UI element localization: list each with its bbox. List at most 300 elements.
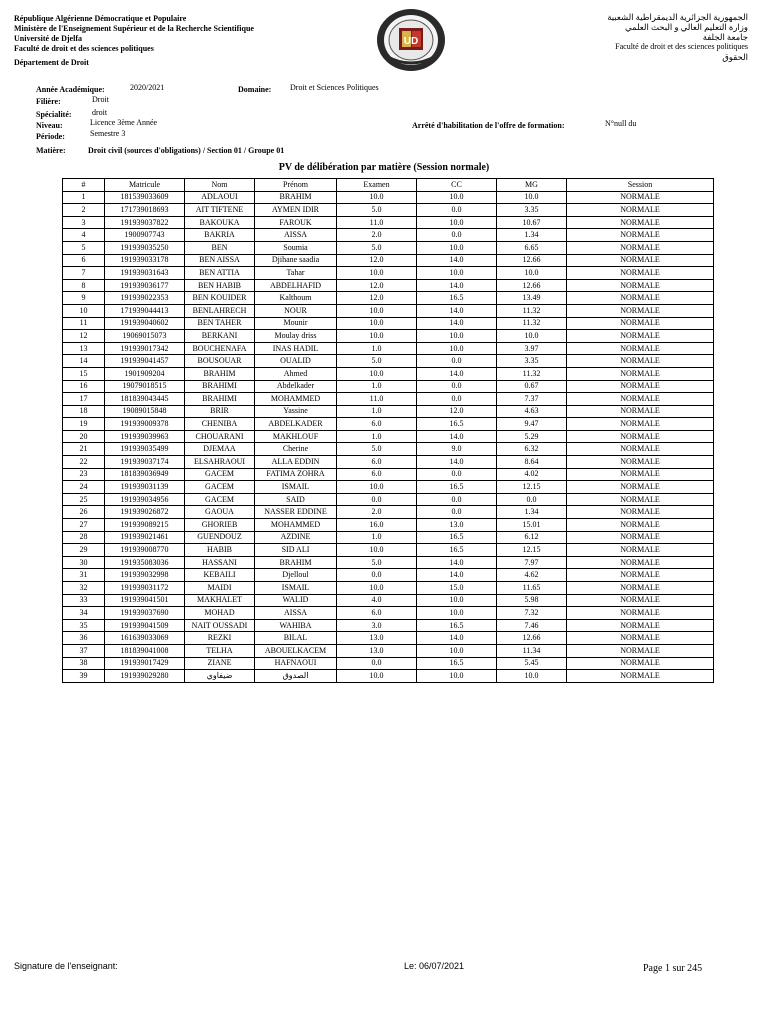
table-cell: 10.0 — [337, 330, 417, 343]
table-cell: SID ALI — [255, 544, 337, 557]
column-header: Matricule — [105, 179, 185, 192]
table-cell: BEN KOUIDER — [185, 292, 255, 305]
table-cell: 191939022353 — [105, 292, 185, 305]
table-cell: BRAHIM — [255, 191, 337, 204]
table-cell: NORMALE — [567, 393, 714, 406]
table-cell: 1901909204 — [105, 367, 185, 380]
table-cell: 16.5 — [417, 418, 497, 431]
table-row — [63, 456, 714, 469]
table-cell: 22 — [63, 456, 105, 469]
deliberation-table — [62, 178, 714, 683]
table-cell: 0.0 — [337, 493, 417, 506]
niveau-value: Licence 3ème Année — [90, 118, 158, 127]
table-cell: 16.5 — [417, 292, 497, 305]
table-cell: 6.0 — [337, 418, 417, 431]
header-left-block — [14, 14, 254, 68]
table-cell: 4.63 — [497, 405, 567, 418]
table-cell: NORMALE — [567, 330, 714, 343]
table-cell: 28 — [63, 531, 105, 544]
table-cell: 10.0 — [417, 241, 497, 254]
table-cell: 13.0 — [417, 519, 497, 532]
table-cell: AISSA — [255, 229, 337, 242]
table-cell: 0.0 — [337, 657, 417, 670]
table-cell: ABOUELKACEM — [255, 644, 337, 657]
table-cell: 14.0 — [417, 367, 497, 380]
table-cell: 191939021461 — [105, 531, 185, 544]
table-row — [63, 670, 714, 683]
table-cell: NORMALE — [567, 292, 714, 305]
table-cell: 11.34 — [497, 644, 567, 657]
table-cell: الصدوق — [255, 670, 337, 683]
table-cell: REZKI — [185, 632, 255, 645]
table-row — [63, 657, 714, 670]
table-row — [63, 216, 714, 229]
table-cell: 191939036177 — [105, 279, 185, 292]
table-cell: 12.0 — [337, 254, 417, 267]
table-row — [63, 632, 714, 645]
table-cell: 19089015848 — [105, 405, 185, 418]
table-cell: 6.0 — [337, 607, 417, 620]
table-cell: 10.0 — [417, 644, 497, 657]
periode-value: Semestre 3 — [90, 129, 126, 138]
table-cell: 17 — [63, 393, 105, 406]
table-row — [63, 191, 714, 204]
table-cell: 10.0 — [417, 330, 497, 343]
table-cell: GHORIEB — [185, 519, 255, 532]
table-cell: 191939041501 — [105, 594, 185, 607]
table-cell: ELSAHRAOUI — [185, 456, 255, 469]
table-cell: 19 — [63, 418, 105, 431]
table-cell: ADLAOUI — [185, 191, 255, 204]
table-cell: 181839041008 — [105, 644, 185, 657]
table-cell: AISSA — [255, 607, 337, 620]
column-header: # — [63, 179, 105, 192]
table-cell: Soumia — [255, 241, 337, 254]
table-cell: 10.0 — [337, 670, 417, 683]
table-cell: 10.0 — [497, 267, 567, 280]
table-cell: BOUSOUAR — [185, 355, 255, 368]
table-cell: WAHIBA — [255, 619, 337, 632]
table-cell: BOUCHENAFA — [185, 342, 255, 355]
table-cell: HAFNAOUI — [255, 657, 337, 670]
table-row — [63, 304, 714, 317]
table-cell: 5.0 — [337, 204, 417, 217]
table-row — [63, 443, 714, 456]
table-cell: 191939037822 — [105, 216, 185, 229]
table-cell: NORMALE — [567, 594, 714, 607]
table-cell: MAKHALET — [185, 594, 255, 607]
niveau-label: Niveau: — [36, 121, 63, 130]
table-row — [63, 254, 714, 267]
table-cell: 1.0 — [337, 531, 417, 544]
table-cell: 16.5 — [417, 657, 497, 670]
table-cell: Yassine — [255, 405, 337, 418]
table-row — [63, 279, 714, 292]
table-cell: 191939089215 — [105, 519, 185, 532]
table-cell: ضيفاوي — [185, 670, 255, 683]
table-row — [63, 594, 714, 607]
table-row — [63, 355, 714, 368]
table-cell: 16.5 — [417, 481, 497, 494]
table-cell: NORMALE — [567, 279, 714, 292]
table-cell: NORMALE — [567, 216, 714, 229]
table-cell: 1 — [63, 191, 105, 204]
table-cell: 191935083036 — [105, 556, 185, 569]
table-cell: KEBAILI — [185, 569, 255, 582]
table-cell: 12.66 — [497, 279, 567, 292]
table-cell: 4.62 — [497, 569, 567, 582]
column-header: Session — [567, 179, 714, 192]
table-cell: 4.0 — [337, 594, 417, 607]
table-cell: WALID — [255, 594, 337, 607]
table-cell: NORMALE — [567, 468, 714, 481]
table-cell: NORMALE — [567, 670, 714, 683]
table-cell: BEN — [185, 241, 255, 254]
table-cell: 31 — [63, 569, 105, 582]
table-row — [63, 405, 714, 418]
table-cell: BRAHIM — [255, 556, 337, 569]
table-cell: NORMALE — [567, 229, 714, 242]
annee-label: Année Académique: — [36, 85, 105, 94]
table-cell: Mounir — [255, 317, 337, 330]
table-cell: 191939041457 — [105, 355, 185, 368]
table-cell: 191939035250 — [105, 241, 185, 254]
table-cell: 11.32 — [497, 367, 567, 380]
table-cell: 13.0 — [337, 644, 417, 657]
table-cell: MOHAMMED — [255, 393, 337, 406]
table-cell: NAIT OUSSADI — [185, 619, 255, 632]
table-cell: 0.0 — [417, 506, 497, 519]
table-cell: NORMALE — [567, 191, 714, 204]
table-cell: 25 — [63, 493, 105, 506]
table-cell: 191939031139 — [105, 481, 185, 494]
table-cell: MAIDI — [185, 582, 255, 595]
table-cell: NORMALE — [567, 456, 714, 469]
table-cell: NASSER EDDINE — [255, 506, 337, 519]
table-cell: BENLAHRECH — [185, 304, 255, 317]
department-line: Département de Droit — [14, 58, 89, 67]
table-cell: 36 — [63, 632, 105, 645]
date-label: Le: 06/07/2021 — [404, 961, 465, 971]
table-cell: 24 — [63, 481, 105, 494]
table-cell: Moulay driss — [255, 330, 337, 343]
table-cell: 10.67 — [497, 216, 567, 229]
table-cell: 13 — [63, 342, 105, 355]
matiere-value: Droit civil (sources d'obligations) / Section 01 / Groupe 01 — [88, 146, 285, 155]
table-cell: 10.0 — [337, 191, 417, 204]
table-cell: BRIR — [185, 405, 255, 418]
table-cell: 6.65 — [497, 241, 567, 254]
table-cell: 37 — [63, 644, 105, 657]
republic-line: République Algérienne Démocratique et Populaire — [14, 14, 187, 23]
table-cell: NORMALE — [567, 418, 714, 431]
table-cell: 1.34 — [497, 506, 567, 519]
table-cell: BEN TAHER — [185, 317, 255, 330]
faculty-line: Faculté de droit et des sciences politiques — [14, 44, 154, 53]
table-cell: BAKRIA — [185, 229, 255, 242]
table-cell: 14.0 — [417, 279, 497, 292]
matiere-label: Matière: — [36, 146, 66, 155]
table-cell: 35 — [63, 619, 105, 632]
table-cell: 18 — [63, 405, 105, 418]
table-cell: MOHAMMED — [255, 519, 337, 532]
table-cell: ALLA EDDIN — [255, 456, 337, 469]
table-cell: 7.46 — [497, 619, 567, 632]
column-header: Prénom — [255, 179, 337, 192]
table-cell: 3 — [63, 216, 105, 229]
table-cell: Djihane saadia — [255, 254, 337, 267]
table-cell: 14.0 — [417, 556, 497, 569]
table-cell: 23 — [63, 468, 105, 481]
table-cell: 19079018515 — [105, 380, 185, 393]
periode-label: Période: — [36, 132, 65, 141]
table-row — [63, 556, 714, 569]
table-cell: 10.0 — [337, 304, 417, 317]
table-cell: 11.32 — [497, 304, 567, 317]
filiere-label: Filière: — [36, 97, 61, 106]
table-cell: NORMALE — [567, 582, 714, 595]
table-cell: 15.0 — [417, 582, 497, 595]
table-cell: 181839043445 — [105, 393, 185, 406]
table-cell: 10.0 — [337, 582, 417, 595]
table-cell: BEN HABIB — [185, 279, 255, 292]
table-cell: 15.01 — [497, 519, 567, 532]
table-row — [63, 393, 714, 406]
table-cell: 13.49 — [497, 292, 567, 305]
table-cell: 1.0 — [337, 405, 417, 418]
table-cell: 10.0 — [337, 367, 417, 380]
table-cell: 1.0 — [337, 430, 417, 443]
table-cell: 5.45 — [497, 657, 567, 670]
table-cell: 16.5 — [417, 531, 497, 544]
table-body — [63, 191, 714, 682]
table-cell: NORMALE — [567, 342, 714, 355]
table-cell: ISMAIL — [255, 582, 337, 595]
specialite-label: Spécialité: — [36, 110, 72, 119]
table-cell: NORMALE — [567, 443, 714, 456]
table-cell: NORMALE — [567, 493, 714, 506]
table-cell: GACEM — [185, 481, 255, 494]
table-cell: 191939029280 — [105, 670, 185, 683]
table-cell: AYMEN IDIR — [255, 204, 337, 217]
table-cell: NORMALE — [567, 619, 714, 632]
table-row — [63, 229, 714, 242]
table-cell: 7 — [63, 267, 105, 280]
table-cell: 7.32 — [497, 607, 567, 620]
table-cell: 0.0 — [497, 493, 567, 506]
table-cell: 5.0 — [337, 241, 417, 254]
table-row — [63, 342, 714, 355]
table-cell: AZDINE — [255, 531, 337, 544]
table-cell: 191939009378 — [105, 418, 185, 431]
law-line-arabic: الحقوق — [722, 52, 748, 62]
arrete-value: N°null du — [605, 119, 637, 128]
table-cell: 6.12 — [497, 531, 567, 544]
table-cell: 10.0 — [337, 317, 417, 330]
table-cell: ABDELHAFID — [255, 279, 337, 292]
table-cell: 30 — [63, 556, 105, 569]
table-cell: 33 — [63, 594, 105, 607]
table-cell: 191939031172 — [105, 582, 185, 595]
table-cell: 27 — [63, 519, 105, 532]
table-cell: 191939040602 — [105, 317, 185, 330]
table-cell: 3.35 — [497, 204, 567, 217]
table-cell: BRAHIM — [185, 367, 255, 380]
column-header: CC — [417, 179, 497, 192]
table-cell: NORMALE — [567, 304, 714, 317]
table-cell: 191939031643 — [105, 267, 185, 280]
table-cell: FATIMA ZOHRA — [255, 468, 337, 481]
table-cell: 191939035499 — [105, 443, 185, 456]
table-cell: ISMAIL — [255, 481, 337, 494]
ministry-line-arabic: وزارة التعليم العالي و البحث العلمي — [624, 22, 748, 32]
table-cell: 191939008770 — [105, 544, 185, 557]
table-cell: 11.65 — [497, 582, 567, 595]
table-cell: MAKHLOUF — [255, 430, 337, 443]
table-cell: BAKOUKA — [185, 216, 255, 229]
table-cell: 14.0 — [417, 430, 497, 443]
table-row — [63, 380, 714, 393]
table-cell: NORMALE — [567, 607, 714, 620]
table-cell: NORMALE — [567, 531, 714, 544]
university-line-arabic: جامعة الجلفة — [702, 32, 748, 42]
table-row — [63, 292, 714, 305]
table-row — [63, 204, 714, 217]
table-cell: NORMALE — [567, 367, 714, 380]
domaine-value: Droit et Sciences Politiques — [290, 83, 379, 92]
table-cell: 1.34 — [497, 229, 567, 242]
table-cell: 20 — [63, 430, 105, 443]
table-cell: NORMALE — [567, 544, 714, 557]
table-cell: 7.37 — [497, 393, 567, 406]
table-cell: 191939041509 — [105, 619, 185, 632]
table-cell: 9.47 — [497, 418, 567, 431]
table-cell: 14.0 — [417, 569, 497, 582]
table-cell: GUENDOUZ — [185, 531, 255, 544]
page-title: PV de délibération par matière (Session normale) — [278, 162, 490, 173]
specialite-value: droit — [92, 108, 108, 117]
table-cell: BEN ATTIA — [185, 267, 255, 280]
table-cell: 10.0 — [417, 607, 497, 620]
table-cell: 10.0 — [337, 544, 417, 557]
signature-label: Signature de l'enseignant: — [14, 961, 118, 971]
table-cell: NORMALE — [567, 644, 714, 657]
table-cell: 10.0 — [417, 594, 497, 607]
table-cell: 29 — [63, 544, 105, 557]
table-cell: 11.32 — [497, 317, 567, 330]
table-row — [63, 317, 714, 330]
table-cell: 191939026872 — [105, 506, 185, 519]
table-cell: 9.0 — [417, 443, 497, 456]
table-cell: NORMALE — [567, 254, 714, 267]
table-cell: 12.0 — [337, 279, 417, 292]
table-cell: NORMALE — [567, 506, 714, 519]
table-row — [63, 493, 714, 506]
filiere-value: Droit — [92, 95, 109, 104]
column-header: Examen — [337, 179, 417, 192]
table-cell: NORMALE — [567, 405, 714, 418]
table-cell: SAID — [255, 493, 337, 506]
table-row — [63, 582, 714, 595]
table-cell: 10.0 — [337, 267, 417, 280]
table-cell: NORMALE — [567, 317, 714, 330]
table-cell: 32 — [63, 582, 105, 595]
table-cell: 21 — [63, 443, 105, 456]
table-cell: 16.0 — [337, 519, 417, 532]
table-cell: 5 — [63, 241, 105, 254]
table-cell: 0.67 — [497, 380, 567, 393]
table-cell: 2 — [63, 204, 105, 217]
table-row — [63, 267, 714, 280]
table-cell: 10.0 — [497, 670, 567, 683]
table-cell: 0.0 — [417, 493, 497, 506]
table-cell: 10.0 — [417, 267, 497, 280]
table-cell: 10.0 — [337, 481, 417, 494]
table-cell: 10 — [63, 304, 105, 317]
table-row — [63, 531, 714, 544]
faculty-line-right: Faculté de droit et des sciences politiques — [615, 42, 748, 51]
table-cell: BERKANI — [185, 330, 255, 343]
table-cell: 5.98 — [497, 594, 567, 607]
table-cell: 2.0 — [337, 229, 417, 242]
table-cell: 5.29 — [497, 430, 567, 443]
table-cell: NORMALE — [567, 355, 714, 368]
table-cell: GACEM — [185, 468, 255, 481]
table-cell: 26 — [63, 506, 105, 519]
table-cell: NORMALE — [567, 241, 714, 254]
table-cell: 10.0 — [417, 342, 497, 355]
table-cell: BRAHIMI — [185, 380, 255, 393]
table-cell: 181839036949 — [105, 468, 185, 481]
table-cell: 10.0 — [417, 191, 497, 204]
table-cell: 16.5 — [417, 619, 497, 632]
table-cell: Ahmed — [255, 367, 337, 380]
table-cell: ZIANE — [185, 657, 255, 670]
table-cell: 14.0 — [417, 317, 497, 330]
table-cell: 0.0 — [417, 355, 497, 368]
table-cell: MOHAD — [185, 607, 255, 620]
table-cell: OUALID — [255, 355, 337, 368]
ministry-line: Ministère de l'Enseignement Supérieur et de la Recherche Scientifique — [14, 24, 254, 33]
table-cell: 0.0 — [417, 229, 497, 242]
republic-line-arabic: الجمهورية الجزائرية الديمقراطية الشعبية — [607, 12, 748, 22]
table-cell: 14.0 — [417, 456, 497, 469]
table-cell: 8.64 — [497, 456, 567, 469]
table-cell: 14.0 — [417, 632, 497, 645]
table-cell: BRAHIMI — [185, 393, 255, 406]
table-cell: NORMALE — [567, 380, 714, 393]
table-cell: 181539033609 — [105, 191, 185, 204]
table-cell: 19069015073 — [105, 330, 185, 343]
table-cell: 8 — [63, 279, 105, 292]
table-cell: 191939017342 — [105, 342, 185, 355]
table-row — [63, 481, 714, 494]
table-cell: NORMALE — [567, 657, 714, 670]
domaine-label: Domaine: — [238, 85, 272, 94]
table-cell: 11.0 — [337, 393, 417, 406]
table-cell: 12.0 — [337, 292, 417, 305]
table-cell: 10.0 — [497, 330, 567, 343]
table-cell: 10.0 — [497, 191, 567, 204]
table-cell: NORMALE — [567, 556, 714, 569]
university-line: Université de Djelfa — [14, 34, 82, 43]
table-cell: 34 — [63, 607, 105, 620]
table-cell: 191939033178 — [105, 254, 185, 267]
logo-text: UD — [403, 36, 419, 47]
table-row — [63, 519, 714, 532]
table-cell: 12.15 — [497, 544, 567, 557]
table-cell: 7.97 — [497, 556, 567, 569]
